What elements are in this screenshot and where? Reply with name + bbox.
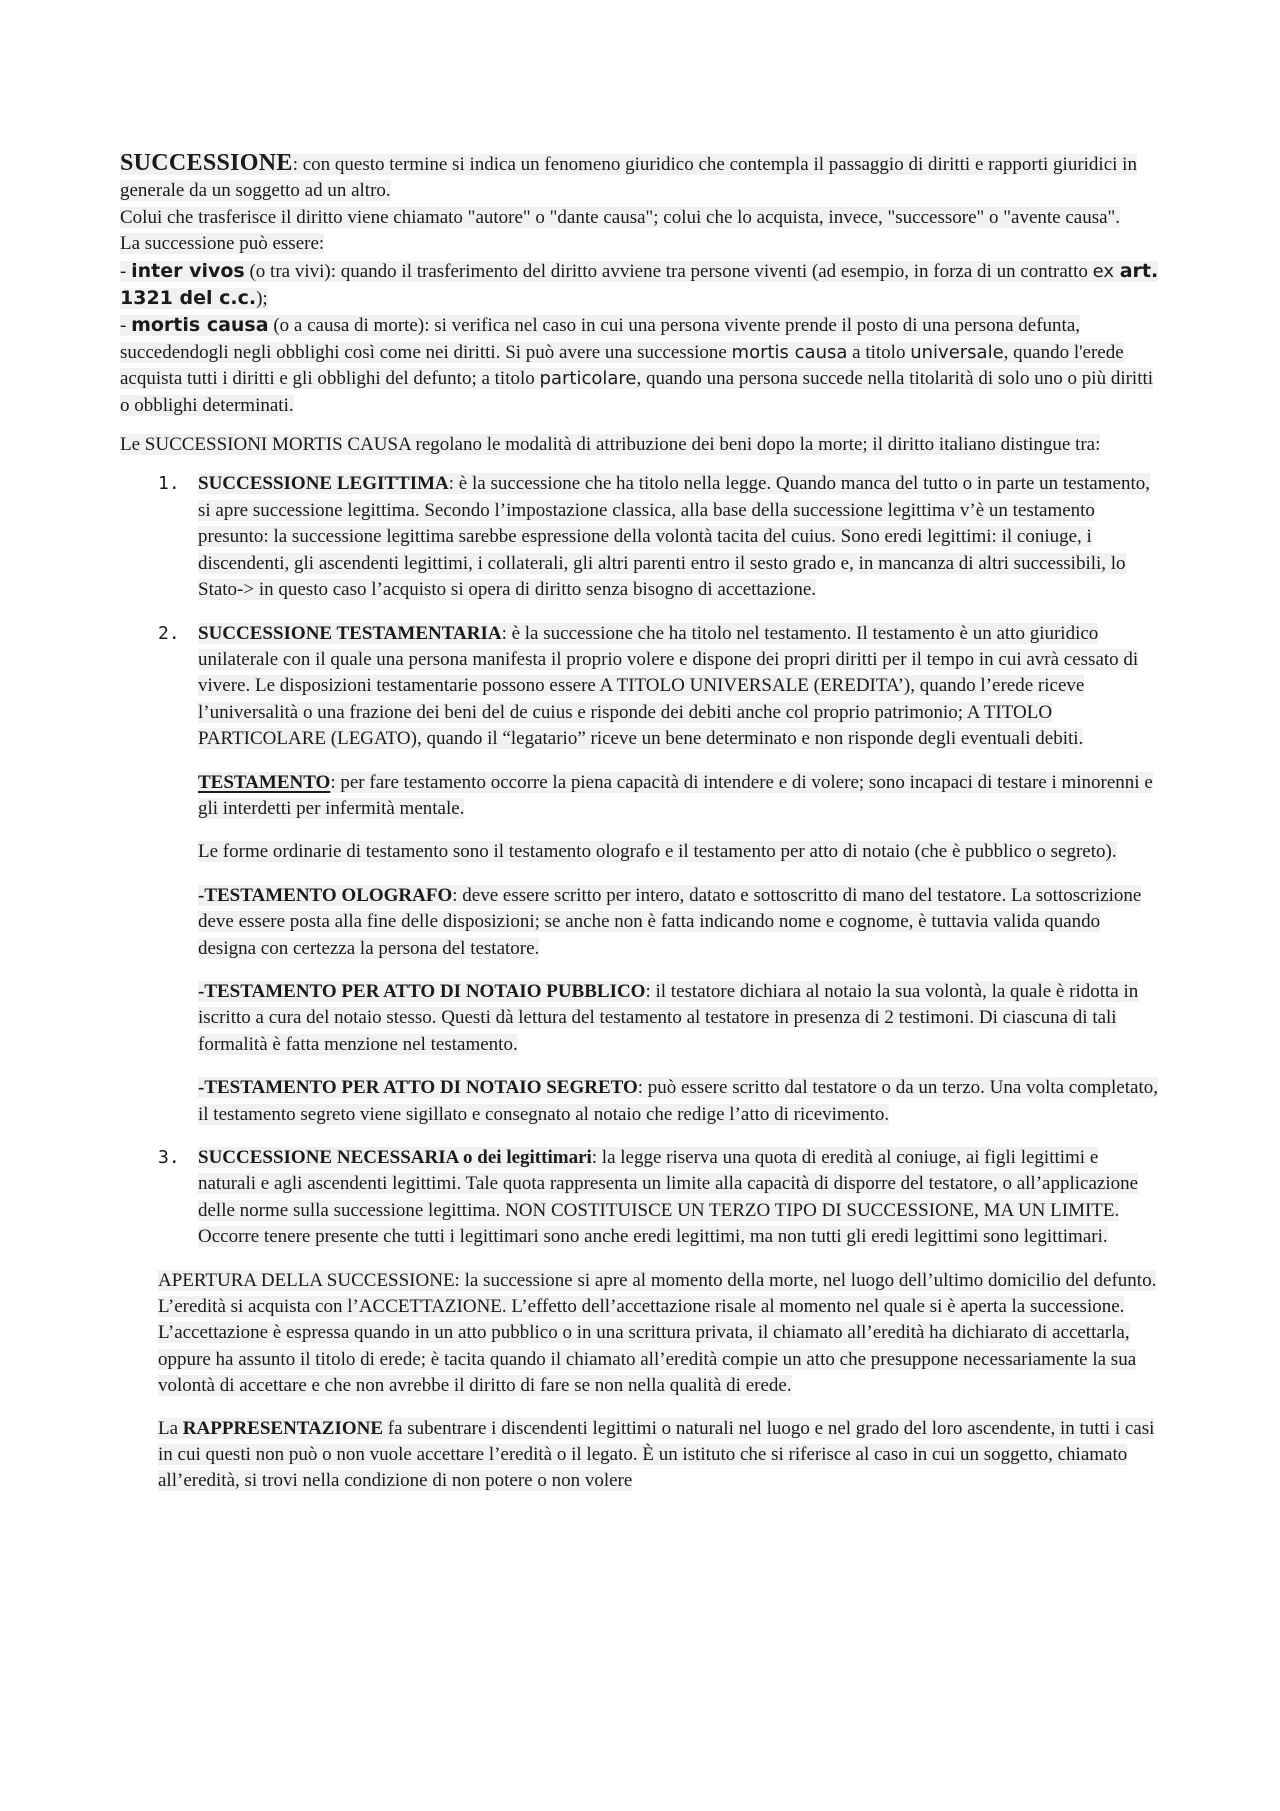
item-heading: SUCCESSIONE LEGITTIMA (198, 473, 449, 495)
term-mortis-causa-2: mortis causa (731, 341, 848, 363)
mortis-causa-text2: a titolo (847, 341, 911, 363)
term-inter-vivos: inter vivos (131, 259, 245, 282)
rappresentazione-heading: RAPPRESENTAZIONE (182, 1417, 384, 1439)
document-page (120, 150, 1160, 1511)
list-item (158, 621, 1160, 1129)
testamento-text: : per fare testamento occorre la piena capacità di intendere e di volere; sono incapaci di testare i minorenni e gli interdetti per infermità mentale. (198, 771, 1153, 819)
term-universale: universale (910, 341, 1004, 363)
forme-text: Le forme ordinarie di testamento sono il testamento olografo e il testamento per atto di notaio (che è pubblico o segreto). (198, 841, 1117, 863)
intro-line3: La successione può essere: (120, 233, 325, 255)
list-number: 2. (158, 622, 180, 644)
olografo-text: : deve essere scritto per intero, datato e sottoscritto di mano del testatore. La sottoscrizione deve essere posta alla fine delle disposizioni; se anche non è fatta indicando nome e cognome, è tuttavia valida quando designa con certezza la persona del testatore. (198, 884, 1142, 959)
mortis-causa-paragraph (120, 432, 1160, 458)
item-heading: SUCCESSIONE NECESSARIA o dei legittimari (198, 1147, 592, 1168)
item-heading: SUCCESSIONE TESTAMENTARIA (198, 622, 502, 644)
intro-line2: Colui che trasferisce il diritto viene chiamato "autore" o "dante causa"; colui che lo acquista, invece, "successore" o "avente causa". (120, 206, 1121, 228)
apertura-paragraph: APERTURA DELLA SUCCESSIONE: la successione si apre al momento della morte, nel luogo dell’ultimo domicilio del defunto. L’eredità si acquista con l’ACCETTAZIONE. L’effetto dell’accettazione risale al momento nel quale si è aperta la successione. L’accettazione è espressa quando in un atto pubblico o in una scrittura privata, il chiamato all’eredità ha dichiarato di accettarla, oppure ha assunto il titolo di erede; è tacita quando il chiamato all’eredità compie un atto che presuppone necessariamente la sua volontà di accettare e che non avrebbe il diritto di fare se non nella qualità di erede. (158, 1269, 1157, 1397)
intro-paragraph (120, 150, 1160, 419)
list-number: 1. (158, 473, 180, 495)
mortis-causa-text3: , quando l'erede acquista tutti i diritti e gli obblighi del defunto; a titolo (120, 341, 1124, 390)
testamento-heading: TESTAMENTO (198, 771, 331, 793)
term-particolare: particolare (539, 368, 637, 390)
item-text: : è la successione che ha titolo nel testamento. Il testamento è un atto giuridico unilaterale con il quale una persona manifesta il proprio volere e dispone dei propri diritti per il tempo in cui avrà cessato di vivere. Le disposizioni testamentarie possono essere A TITOLO UNIVERSALE (EREDITA’), quando l’erede riceve l’universalità o una frazione dei beni del de cuius e risponde dei debiti anche col proprio patrimonio; A TITOLO PARTICOLARE (LEGATO), quando il “legatario” riceve un bene determinato e non risponde degli eventuali debiti. (198, 622, 1139, 750)
pubblico-heading: -TESTAMENTO PER ATTO DI NOTAIO PUBBLICO (198, 980, 646, 1002)
article-ref: art. 1321 del c.c. (120, 259, 1159, 310)
term-mortis-causa: mortis causa (131, 314, 269, 337)
rappresentazione-pre: La (158, 1417, 183, 1439)
after-list (158, 1268, 1160, 1495)
inter-vivos-end: ); (256, 288, 268, 310)
dash: - (120, 315, 132, 337)
list-number: 3. (158, 1147, 180, 1168)
mortis-causa-text: (o a causa di morte): si verifica nel caso in cui una persona vivente prende il posto di una persona defunta, succedendogli negli obblighi così come nei diritti. Si può avere una successione (120, 315, 1081, 363)
list-item (158, 471, 1160, 603)
pubblico-text: : il testatore dichiara al notaio la sua volontà, la quale è ridotta in iscritto a cura del notaio stesso. Questi dà lettura del testamento al testatore in presenza di 2 testimoni. Di ciascuna di tali formalità è fatta menzione nel testamento. (198, 980, 1139, 1055)
doc-title: SUCCESSIONE (120, 150, 293, 176)
intro-text: : con questo termine si indica un fenomeno giuridico che contempla il passaggio di diritti e rapporti giuridici in generale da un soggetto ad un altro. (120, 154, 1137, 202)
rappresentazione-text: fa subentrare i discendenti legittimi o naturali nel luogo e nel grado del loro ascendente, in tutti i casi in cui questi non può o non vuole accettare l’eredità o il legato. È un istituto che si riferisce al caso in cui un soggetto, chiamato all’eredità, si trovi nella condizione di non potere o non volere (158, 1417, 1155, 1492)
item-text: : la legge riserva una quota di eredità al coniuge, ai figli legittimi e naturali e agli ascendenti legittimi. Tale quota rappresenta un limite alla capacità di disporre del testatore, o all’applicazione delle norme sulla successione legittima. NON COSTITUISCE UN TERZO TIPO DI SUCCESSIONE, MA UN LIMITE. Occorre tenere presente che tutti i legittimari sono anche eredi legittimi, ma non tutti gli eredi legittimi sono legittimari. (198, 1147, 1139, 1248)
dash: - (120, 260, 132, 282)
list-item (158, 1145, 1160, 1251)
olografo-heading: -TESTAMENTO OLOGRAFO (198, 884, 453, 906)
segreto-heading: -TESTAMENTO PER ATTO DI NOTAIO SEGRETO (198, 1077, 638, 1099)
succession-list (158, 471, 1160, 1250)
item-text: : è la successione che ha titolo nella legge. Quando manca del tutto o in parte un testamento, si apre successione legittima. Secondo l’impostazione classica, alla base della successione legittima v’è un testamento presunto: la successione legittima sarebbe espressione della volontà tacita del cuius. Sono eredi legittimi: il coniuge, i discendenti, gli ascendenti legittimi, i collaterali, gli altri parenti entro il sesto grado e, in mancanza di altri successibili, lo Stato-> in questo caso l’acquisto si opera di diritto senza bisogno di accettazione. (198, 473, 1150, 601)
mortis-causa-intro: Le SUCCESSIONI MORTIS CAUSA regolano le modalità di attribuzione dei beni dopo la morte; il diritto italiano distingue tra: (120, 434, 1101, 456)
mortis-causa-text4: , quando una persona succede nella titolarità di solo uno o più diritti o obblighi determinati. (120, 368, 1154, 416)
ex-label: ex (1092, 260, 1120, 282)
inter-vivos-text: (o tra vivi): quando il trasferimento del diritto avviene tra persone viventi (ad esempio, in forza di un contratto (244, 260, 1093, 282)
segreto-text: : può essere scritto dal testatore o da un terzo. Una volta completato, il testamento segreto viene sigillato e consegnato al notaio che redige l’atto di ricevimento. (198, 1077, 1158, 1125)
